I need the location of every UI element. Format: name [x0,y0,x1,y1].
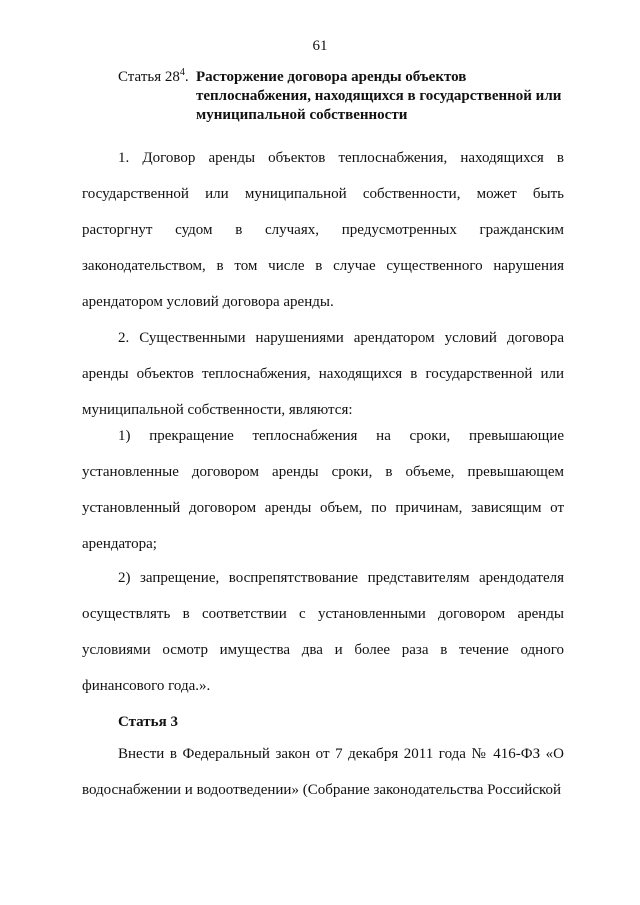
paragraph-5: Внести в Федеральный закон от 7 декабря 2011 года № 416-ФЗ «О водоснабжении и водоотведении» (Собрание законодательства Российской [82,746,564,798]
paragraph-4: 2) запрещение, воспрепятствование представителям арендодателя осуществлять в соответствии с установленными договором аренды условиями осмотр имущества два и более раза в течение одного финансового года.». [82,570,564,694]
paragraph-2-block [82,320,564,428]
paragraph-4-block [82,560,564,704]
article-3-heading: Статья 3 [118,714,178,730]
paragraph-3: 1) прекращение теплоснабжения на сроки, превышающие установленные договором аренды сроки, в объеме, превышающем установленный договором аренды объем, по причинам, зависящим от арендатора; [82,428,564,552]
article-label-text: Статья 28 [118,69,180,85]
article-label-suffix: . [184,69,189,85]
paragraph-2: 2. Существенными нарушениями арендатором условий договора аренды объектов теплоснабжения, находящихся в государственной или муниципальной собственности, являются: [82,330,564,418]
page-number: 61 [312,38,328,54]
paragraph-3-block [82,418,564,562]
paragraph-1-block [82,140,564,320]
article-3-heading-block [82,704,564,740]
article-header [118,68,578,125]
article-title: Расторжение договора аренды объектов теплоснабжения, находящихся в государственной или муниципальной собственности [196,69,562,123]
article-label-superscript: 4 [179,67,185,78]
paragraph-5-block [82,736,564,808]
paragraph-1: 1. Договор аренды объектов теплоснабжения, находящихся в государственной или муниципальной собственности, может быть расторгнут судом в случаях, предусмотренных гражданским законодательством, в том числе в случае существенного нарушения арендатором условий договора аренды. [82,150,564,310]
article-label [118,68,196,87]
